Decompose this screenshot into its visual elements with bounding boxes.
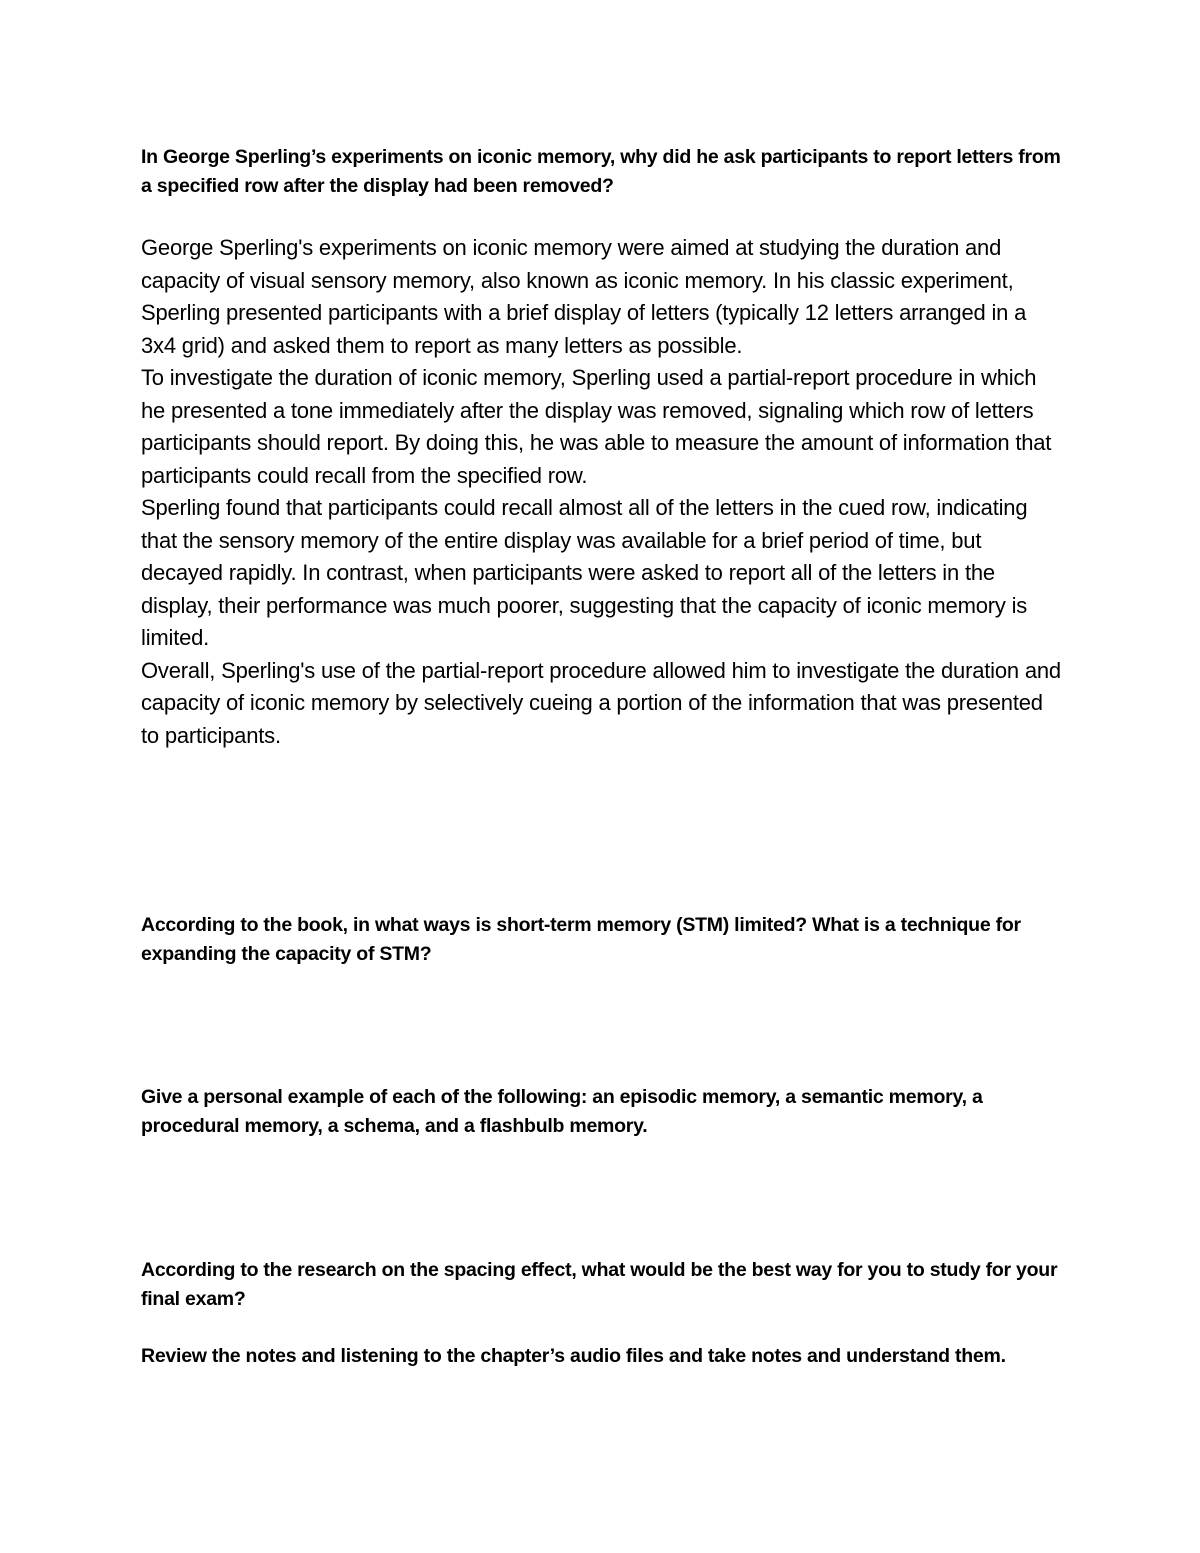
question-3: Give a personal example of each of the following: an episodic memory, a semantic memory, a procedural memory, a schema, and a flashbulb memory. (141, 1086, 983, 1137)
answer-1-paragraph-1: George Sperling's experiments on iconic memory were aimed at studying the duration and capacity of visual sensory memory, also known as iconic memory. In his classic experiment, Sperling presented participants with a brief display of letters (typically 12 letters arranged in a 3x4 grid) and asked them to report as many letters as possible. (141, 235, 1027, 358)
answer-4: Review the notes and listening to the chapter’s audio files and take notes and understand them. (141, 1345, 1006, 1367)
question-1: In George Sperling’s experiments on iconic memory, why did he ask participants to report letters from a specified row after the display had been removed? (141, 146, 1061, 197)
answer-1-paragraph-2: To investigate the duration of iconic memory, Sperling used a partial-report procedure in which he presented a tone immediately after the display was removed, signaling which row of letters participants should report. By doing this, he was able to measure the amount of information that participants could recall from the specified row. (141, 365, 1052, 488)
answer-1-paragraph-3: Sperling found that participants could recall almost all of the letters in the cued row, indicating that the sensory memory of the entire display was available for a brief period of time, but decayed rapidly. In contrast, when participants were asked to report all of the letters in the display, their performance was much poorer, suggesting that the capacity of iconic memory is limited. (141, 495, 1028, 650)
answer-1-paragraph-4: Overall, Sperling's use of the partial-report procedure allowed him to investigate the duration and capacity of iconic memory by selectively cueing a portion of the information that was presented to participants. (141, 657, 1061, 748)
answer-1 (141, 232, 1066, 752)
question-2: According to the book, in what ways is short-term memory (STM) limited? What is a technique for expanding the capacity of STM? (141, 914, 1021, 965)
question-4: According to the research on the spacing effect, what would be the best way for you to study for your final exam? (141, 1259, 1058, 1310)
